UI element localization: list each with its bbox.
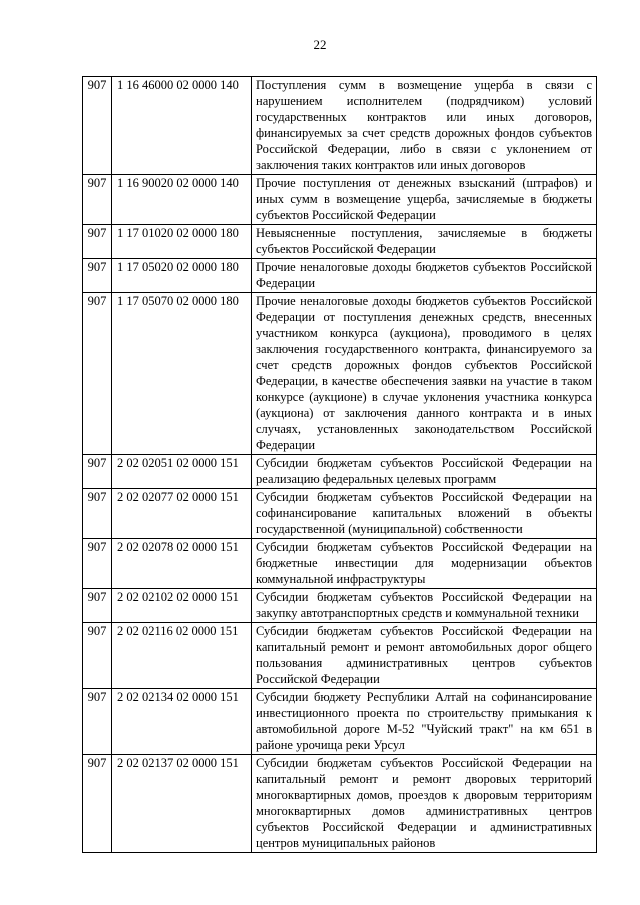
revenue-name-cell: Субсидии бюджетам субъектов Российской Федерации на софинансирование капитальных вложений в объекты государственной (муниципальной) собственности [252,489,597,539]
page-number: 22 [313,37,327,52]
revenue-code-cell: 2 02 02102 02 0000 151 [112,589,252,623]
revenue-name-cell: Субсидии бюджетам субъектов Российской Федерации на капитальный ремонт и ремонт дворовых территорий многоквартирных домов, проездов к дворовым территориям многоквартирных домов административных центров субъектов Российской Федерации и административных центров муниципальных районов [252,755,597,853]
table-row [83,77,597,175]
revenue-name-cell: Поступления сумм в возмещение ущерба в связи с нарушением исполнителем (подрядчиком) условий государственных контрактов или иных договоров, финансируемых за счет средств дорожных фондов субъектов Российской Федерации, либо в связи с уклонением от заключения таких контрактов или иных договоров [252,77,597,175]
table-row [83,175,597,225]
admin-code-cell: 907 [83,689,112,755]
revenue-code-cell: 2 02 02137 02 0000 151 [112,755,252,853]
admin-code-cell: 907 [83,259,112,293]
table-row [83,489,597,539]
revenue-code-cell: 2 02 02134 02 0000 151 [112,689,252,755]
revenue-name-cell: Субсидии бюджетам субъектов Российской Федерации на реализацию федеральных целевых программ [252,455,597,489]
table-row [83,755,597,853]
admin-code-cell: 907 [83,539,112,589]
revenue-name-cell: Прочие поступления от денежных взысканий (штрафов) и иных сумм в возмещение ущерба, зачисляемые в бюджеты субъектов Российской Федерации [252,175,597,225]
revenue-code-cell: 1 17 01020 02 0000 180 [112,225,252,259]
table-row [83,689,597,755]
revenue-name-cell: Невыясненные поступления, зачисляемые в бюджеты субъектов Российской Федерации [252,225,597,259]
table-row [83,259,597,293]
admin-code-cell: 907 [83,225,112,259]
revenue-code-cell: 1 16 90020 02 0000 140 [112,175,252,225]
table-row [83,293,597,455]
admin-code-cell: 907 [83,293,112,455]
revenue-name-cell: Прочие неналоговые доходы бюджетов субъектов Российской Федерации от поступления денежных средств, внесенных участником конкурса (аукциона), проводимого в целях заключения государственного контракта, финансируемого за счет средств дорожных фондов субъектов Российской Федерации, в качестве обеспечения заявки на участие в таком конкурсе (аукционе) в случае уклонения участника конкурса (аукциона) от заключения данного контракта и в иных случаях, установленных законодательством Российской Федерации [252,293,597,455]
admin-code-cell: 907 [83,623,112,689]
admin-code-cell: 907 [83,175,112,225]
revenue-code-cell: 1 17 05070 02 0000 180 [112,293,252,455]
admin-code-cell: 907 [83,755,112,853]
revenue-code-cell: 1 17 05020 02 0000 180 [112,259,252,293]
revenue-name-cell: Прочие неналоговые доходы бюджетов субъектов Российской Федерации [252,259,597,293]
revenue-name-cell: Субсидии бюджетам субъектов Российской Федерации на бюджетные инвестиции для модернизации объектов коммунальной инфраструктуры [252,539,597,589]
revenue-code-cell: 2 02 02051 02 0000 151 [112,455,252,489]
table-row [83,455,597,489]
revenue-code-cell: 2 02 02116 02 0000 151 [112,623,252,689]
revenue-code-cell: 2 02 02078 02 0000 151 [112,539,252,589]
admin-code-cell: 907 [83,589,112,623]
table-row [83,623,597,689]
admin-code-cell: 907 [83,77,112,175]
revenue-name-cell: Субсидии бюджетам субъектов Российской Федерации на капитальный ремонт и ремонт автомобильных дорог общего пользования административных центров субъектов Российской Федерации [252,623,597,689]
revenue-code-cell: 2 02 02077 02 0000 151 [112,489,252,539]
revenue-name-cell: Субсидии бюджету Республики Алтай на софинансирование инвестиционного проекта по строительству примыкания к автомобильной дороге М-52 "Чуйский тракт" на км 651 в районе урочища реки Урсул [252,689,597,755]
revenue-code-cell: 1 16 46000 02 0000 140 [112,77,252,175]
admin-code-cell: 907 [83,455,112,489]
admin-code-cell: 907 [83,489,112,539]
budget-codes-table [82,76,597,853]
table-row [83,589,597,623]
table-row [83,225,597,259]
table-row [83,539,597,589]
revenue-name-cell: Субсидии бюджетам субъектов Российской Федерации на закупку автотранспортных средств и коммунальной техники [252,589,597,623]
